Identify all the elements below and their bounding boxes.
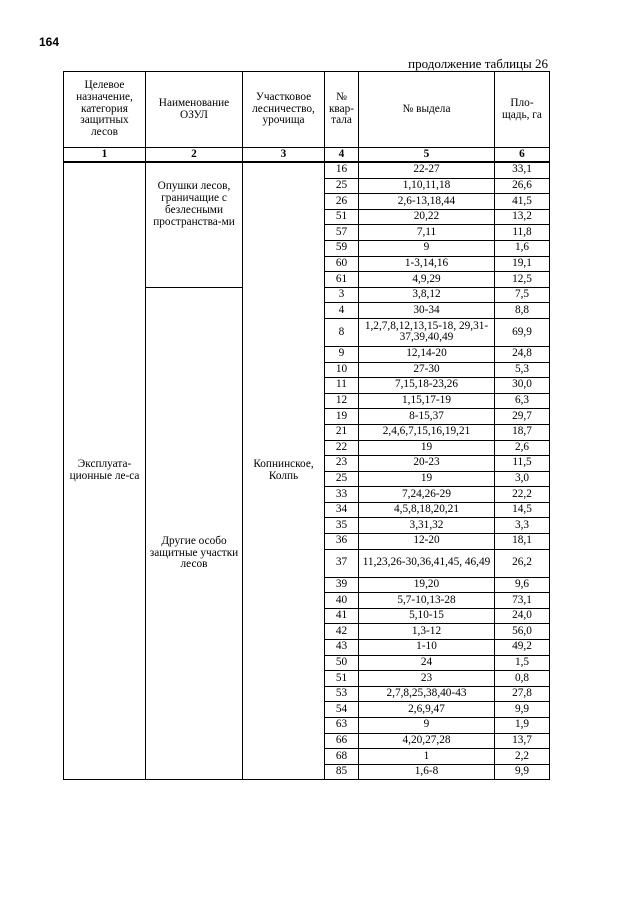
- quarter-cell: 3: [325, 287, 359, 303]
- allotment-cell: 20-23: [359, 456, 495, 472]
- area-cell: 33,1: [495, 162, 550, 178]
- quarter-cell: 26: [325, 194, 359, 210]
- area-cell: 24,8: [495, 346, 550, 362]
- category-cell: Эксплуата-ционные ле-са: [64, 162, 146, 780]
- area-cell: 22,2: [495, 487, 550, 503]
- quarter-cell: 59: [325, 240, 359, 256]
- area-cell: 7,5: [495, 287, 550, 303]
- quarter-cell: 35: [325, 518, 359, 534]
- page-number: 164: [39, 35, 60, 49]
- table-continuation-label: продолжение таблицы 26: [408, 56, 548, 71]
- area-cell: 29,7: [495, 409, 550, 425]
- header-row: [64, 72, 550, 148]
- quarter-cell: 34: [325, 502, 359, 518]
- allotment-cell: 19: [359, 471, 495, 487]
- area-cell: 12,5: [495, 272, 550, 288]
- quarter-cell: 63: [325, 718, 359, 734]
- allotment-cell: 1,15,17-19: [359, 393, 495, 409]
- quarter-cell: 12: [325, 393, 359, 409]
- quarter-cell: 36: [325, 534, 359, 550]
- allotment-cell: 1-10: [359, 640, 495, 656]
- quarter-cell: 19: [325, 409, 359, 425]
- table-body: [64, 162, 550, 780]
- allotment-cell: 7,24,26-29: [359, 487, 495, 503]
- quarter-cell: 25: [325, 471, 359, 487]
- col-header-ozul-name: Наименование ОЗУЛ: [146, 72, 243, 148]
- forest-table: [63, 71, 550, 780]
- ozul-group-cell: Опушки лесов, граничащие с безлесными пространства-ми: [146, 162, 243, 287]
- area-cell: 56,0: [495, 624, 550, 640]
- quarter-cell: 40: [325, 593, 359, 609]
- allotment-cell: 2,6-13,18,44: [359, 194, 495, 210]
- quarter-cell: 33: [325, 487, 359, 503]
- allotment-cell: 2,6,9,47: [359, 702, 495, 718]
- col-header-forestry: Участковое лесничество, урочища: [243, 72, 325, 148]
- quarter-cell: 10: [325, 362, 359, 378]
- col-header-quarter: № квар-тала: [325, 72, 359, 148]
- area-cell: 26,6: [495, 178, 550, 194]
- allotment-cell: 24: [359, 655, 495, 671]
- allotment-cell: 11,23,26-30,36,41,45, 46,49: [359, 549, 495, 577]
- area-cell: 18,1: [495, 534, 550, 550]
- area-cell: 3,0: [495, 471, 550, 487]
- area-cell: 13,7: [495, 733, 550, 749]
- area-cell: 2,2: [495, 749, 550, 765]
- allotment-cell: 7,11: [359, 225, 495, 241]
- area-cell: 41,5: [495, 194, 550, 210]
- ozul-group-cell: Другие особо защитные участки лесов: [146, 287, 243, 780]
- allotment-cell: 12,14-20: [359, 346, 495, 362]
- area-cell: 13,2: [495, 209, 550, 225]
- allotment-cell: 9: [359, 718, 495, 734]
- allotment-cell: 1,2,7,8,12,13,15-18, 29,31-37,39,40,49: [359, 318, 495, 346]
- area-cell: 26,2: [495, 549, 550, 577]
- allotment-cell: 12-20: [359, 534, 495, 550]
- col-number: 6: [495, 148, 550, 163]
- quarter-cell: 85: [325, 764, 359, 780]
- area-cell: 27,8: [495, 686, 550, 702]
- quarter-cell: 23: [325, 456, 359, 472]
- quarter-cell: 43: [325, 640, 359, 656]
- quarter-cell: 39: [325, 577, 359, 593]
- quarter-cell: 37: [325, 549, 359, 577]
- allotment-cell: 27-30: [359, 362, 495, 378]
- table-row: [64, 162, 550, 178]
- area-cell: 19,1: [495, 256, 550, 272]
- quarter-cell: 8: [325, 318, 359, 346]
- col-number: 3: [243, 148, 325, 163]
- quarter-cell: 16: [325, 162, 359, 178]
- quarter-cell: 66: [325, 733, 359, 749]
- quarter-cell: 60: [325, 256, 359, 272]
- quarter-cell: 68: [325, 749, 359, 765]
- area-cell: 2,6: [495, 440, 550, 456]
- allotment-cell: 3,8,12: [359, 287, 495, 303]
- area-cell: 73,1: [495, 593, 550, 609]
- area-cell: 1,5: [495, 655, 550, 671]
- allotment-cell: 2,4,6,7,15,16,19,21: [359, 424, 495, 440]
- quarter-cell: 57: [325, 225, 359, 241]
- allotment-cell: 8-15,37: [359, 409, 495, 425]
- area-cell: 49,2: [495, 640, 550, 656]
- allotment-cell: 4,9,29: [359, 272, 495, 288]
- area-cell: 14,5: [495, 502, 550, 518]
- allotment-cell: 1-3,14,16: [359, 256, 495, 272]
- area-cell: 11,5: [495, 456, 550, 472]
- forestry-cell: Копнинское, Колпь: [243, 162, 325, 780]
- area-cell: 8,8: [495, 303, 550, 319]
- quarter-cell: 22: [325, 440, 359, 456]
- area-cell: 18,7: [495, 424, 550, 440]
- area-cell: 24,0: [495, 608, 550, 624]
- area-cell: 11,8: [495, 225, 550, 241]
- col-number: 2: [146, 148, 243, 163]
- area-cell: 30,0: [495, 378, 550, 394]
- allotment-cell: 1,3-12: [359, 624, 495, 640]
- quarter-cell: 51: [325, 209, 359, 225]
- allotment-cell: 19: [359, 440, 495, 456]
- quarter-cell: 53: [325, 686, 359, 702]
- allotment-cell: 4,5,8,18,20,21: [359, 502, 495, 518]
- allotment-cell: 4,20,27,28: [359, 733, 495, 749]
- allotment-cell: 5,7-10,13-28: [359, 593, 495, 609]
- allotment-cell: 23: [359, 671, 495, 687]
- area-cell: 69,9: [495, 318, 550, 346]
- quarter-cell: 9: [325, 346, 359, 362]
- quarter-cell: 42: [325, 624, 359, 640]
- allotment-cell: 5,10-15: [359, 608, 495, 624]
- quarter-cell: 25: [325, 178, 359, 194]
- allotment-cell: 7,15,18-23,26: [359, 378, 495, 394]
- quarter-cell: 61: [325, 272, 359, 288]
- area-cell: 0,8: [495, 671, 550, 687]
- area-cell: 6,3: [495, 393, 550, 409]
- allotment-cell: 2,7,8,25,38,40-43: [359, 686, 495, 702]
- quarter-cell: 4: [325, 303, 359, 319]
- allotment-cell: 9: [359, 240, 495, 256]
- column-number-row: [64, 148, 550, 163]
- col-number: 1: [64, 148, 146, 163]
- quarter-cell: 50: [325, 655, 359, 671]
- allotment-cell: 1,10,11,18: [359, 178, 495, 194]
- area-cell: 3,3: [495, 518, 550, 534]
- allotment-cell: 1: [359, 749, 495, 765]
- quarter-cell: 41: [325, 608, 359, 624]
- area-cell: 9,6: [495, 577, 550, 593]
- area-cell: 1,6: [495, 240, 550, 256]
- quarter-cell: 54: [325, 702, 359, 718]
- col-header-area: Пло-щадь, га: [495, 72, 550, 148]
- quarter-cell: 11: [325, 378, 359, 394]
- area-cell: 9,9: [495, 764, 550, 780]
- allotment-cell: 30-34: [359, 303, 495, 319]
- area-cell: 9,9: [495, 702, 550, 718]
- allotment-cell: 20,22: [359, 209, 495, 225]
- col-header-allotment: № выдела: [359, 72, 495, 148]
- col-number: 4: [325, 148, 359, 163]
- area-cell: 5,3: [495, 362, 550, 378]
- allotment-cell: 1,6-8: [359, 764, 495, 780]
- col-number: 5: [359, 148, 495, 163]
- quarter-cell: 51: [325, 671, 359, 687]
- area-cell: 1,9: [495, 718, 550, 734]
- allotment-cell: 19,20: [359, 577, 495, 593]
- allotment-cell: 22-27: [359, 162, 495, 178]
- allotment-cell: 3,31,32: [359, 518, 495, 534]
- quarter-cell: 21: [325, 424, 359, 440]
- col-header-category: Целевое назначение, категория защитных лесов: [64, 72, 146, 148]
